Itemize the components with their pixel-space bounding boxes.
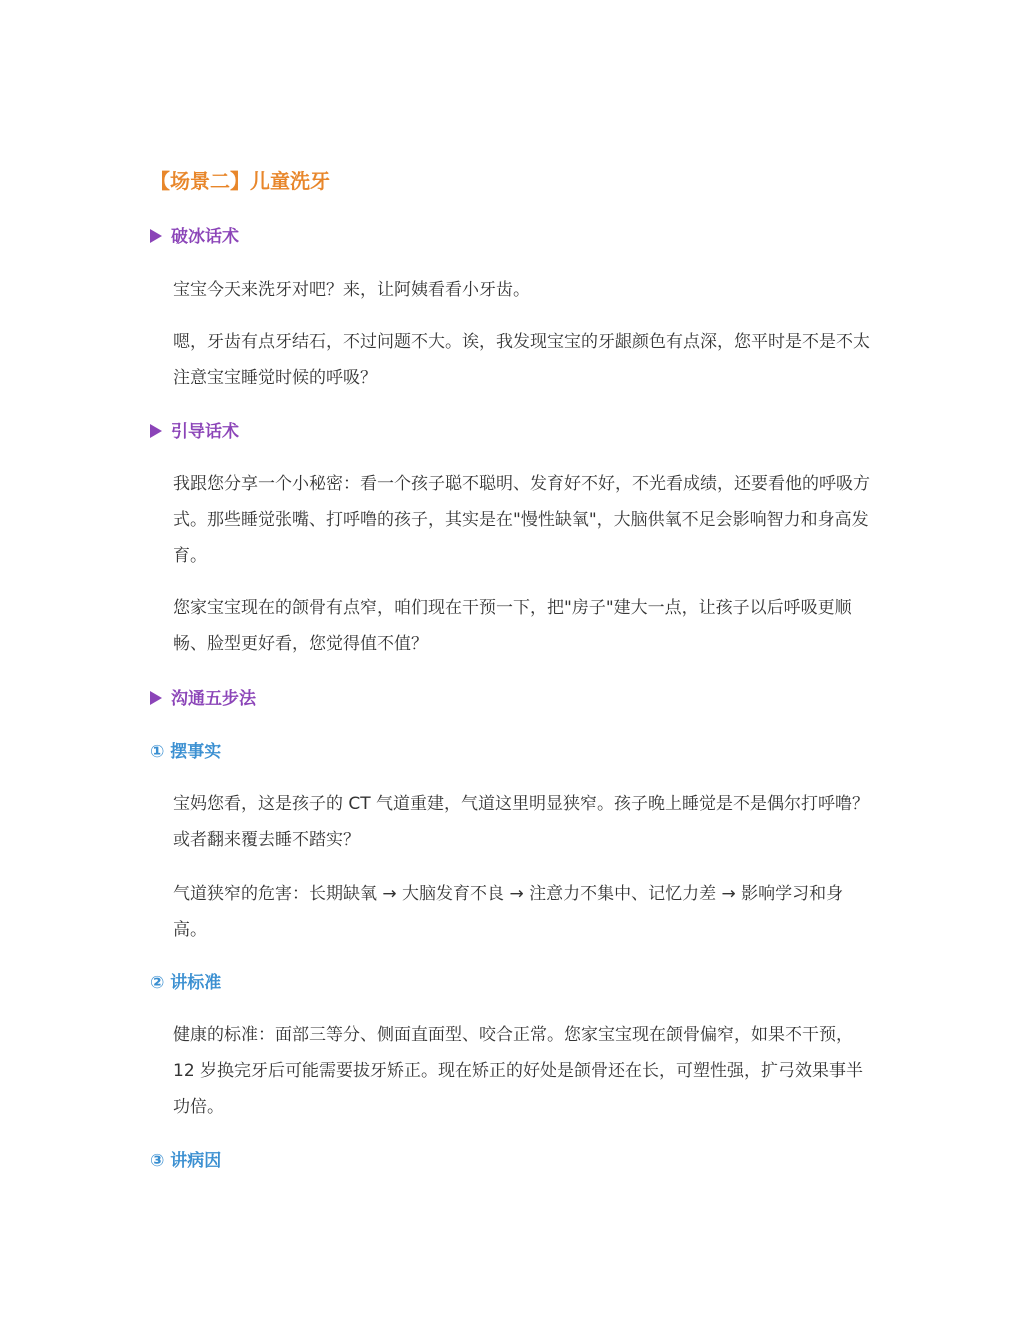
icebreak-paragraph-1: 宝宝今天来洗牙对吧？来，让阿姨看看小牙齿。 — [173, 280, 530, 300]
step-heading-3: ③ 讲病因 — [150, 1151, 222, 1171]
section-heading-icebreak — [150, 224, 239, 250]
step2-paragraph-1: 健康的标准：面部三等分、侧面直面型、咬合正常。您家宝宝现在颌骨偏窄，如果不干预，12 岁换完牙后可能需要拔牙矫正。现在矫正的好处是颌骨还在长，可塑性强，扩弓效果事半功倍。 — [173, 1025, 864, 1117]
icebreak-paragraph-2: 嗯，牙齿有点牙结石，不过问题不大。诶，我发现宝宝的牙龈颜色有点深，您平时是不是不太注意宝宝睡觉时候的呼吸？ — [173, 332, 870, 388]
page-title: 【场景二】儿童洗牙 — [150, 169, 330, 193]
triangle-bullet-icon — [150, 229, 162, 243]
step1-paragraph-1: 宝妈您看，这是孩子的 CT 气道重建，气道这里明显狭窄。孩子晚上睡觉是不是偶尔打呼噜？或者翻来覆去睡不踏实？ — [173, 794, 870, 850]
section-heading-icebreak-label: 破冰话术 — [171, 227, 239, 247]
section-heading-five-steps-label: 沟通五步法 — [171, 689, 256, 709]
guide-paragraph-1: 我跟您分享一个小秘密：看一个孩子聪不聪明、发育好不好，不光看成绩，还要看他的呼吸方式。那些睡觉张嘴、打呼噜的孩子，其实是在"慢性缺氧"，大脑供氧不足会影响智力和身高发育。 — [173, 474, 870, 566]
section-heading-guide — [150, 419, 239, 445]
step-heading-1: ① 摆事实 — [150, 742, 222, 762]
step-heading-2: ② 讲标准 — [150, 973, 222, 993]
triangle-bullet-icon — [150, 691, 162, 705]
triangle-bullet-icon — [150, 424, 162, 438]
section-heading-guide-label: 引导话术 — [171, 422, 239, 442]
guide-paragraph-2: 您家宝宝现在的颌骨有点窄，咱们现在干预一下，把"房子"建大一点，让孩子以后呼吸更顺畅、脸型更好看，您觉得值不值？ — [173, 598, 852, 654]
section-heading-five-steps — [150, 686, 256, 712]
step1-paragraph-2: 气道狭窄的危害：长期缺氧 → 大脑发育不良 → 注意力不集中、记忆力差 → 影响学习和身高。 — [173, 884, 844, 940]
